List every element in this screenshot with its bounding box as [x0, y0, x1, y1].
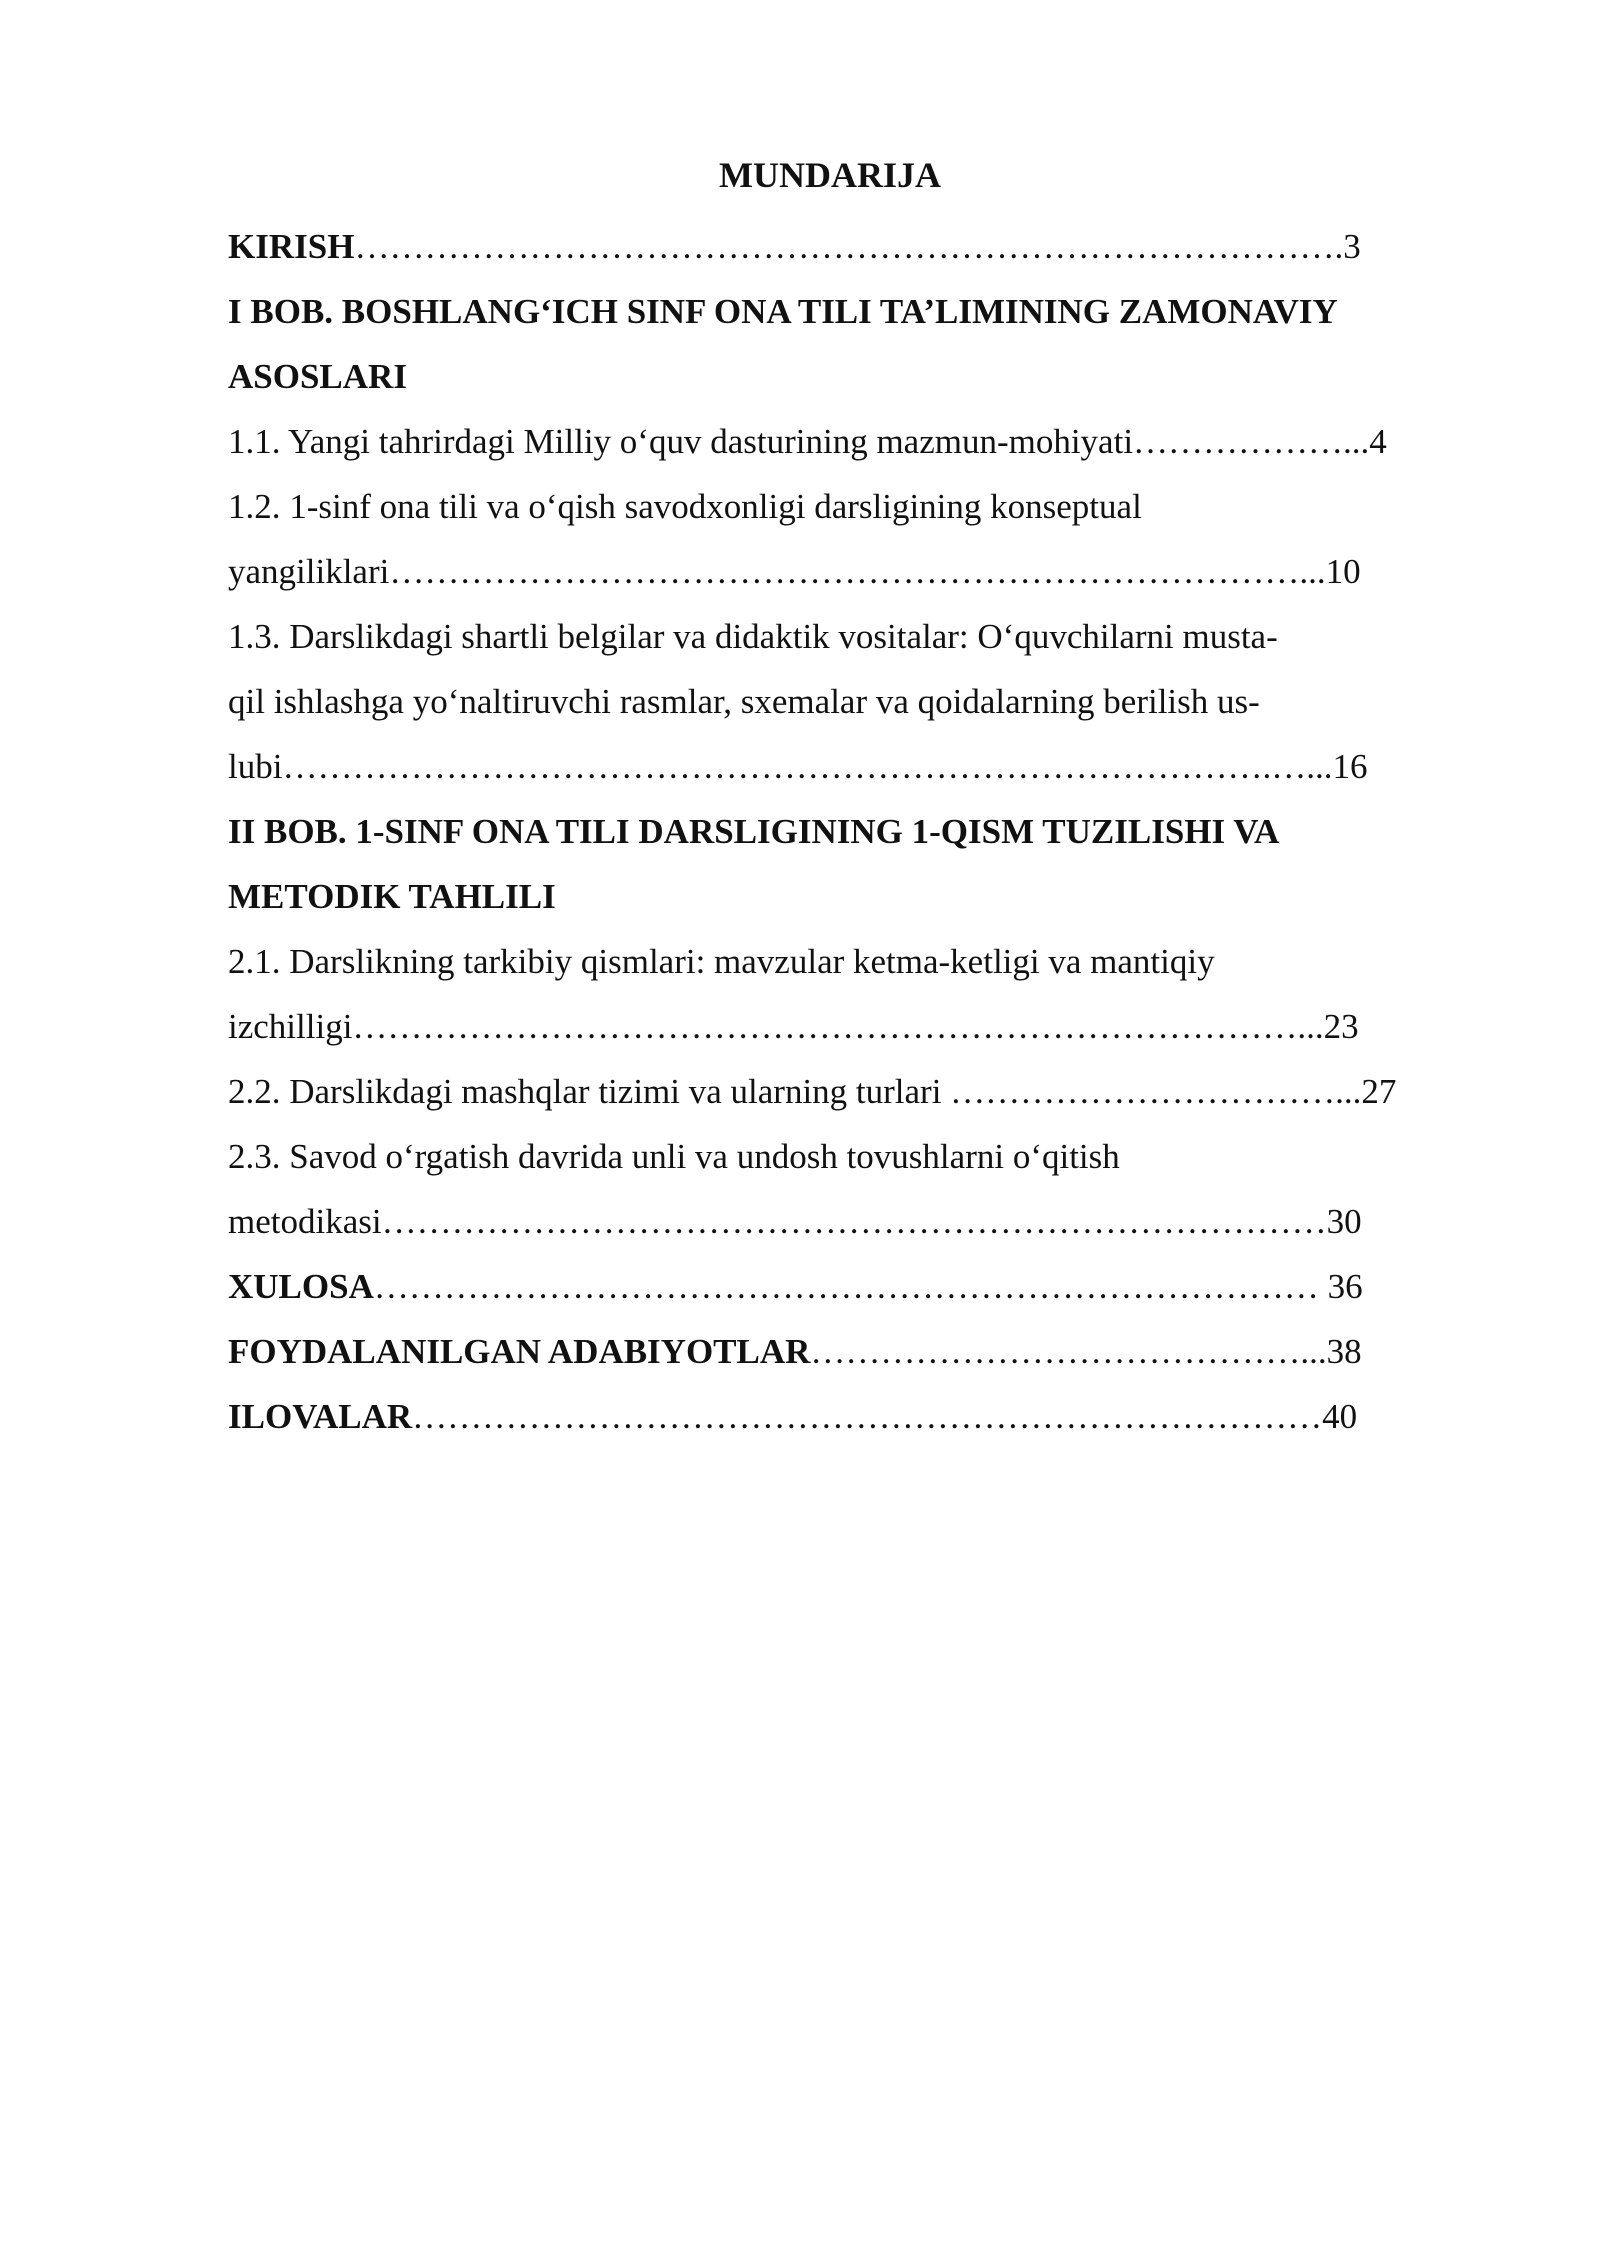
- table-of-contents: [228, 214, 1490, 1449]
- toc-line-text: II BOB. 1-SINF ONA TILI DARSLIGINING 1-QISM TUZILISHI VA: [228, 812, 1280, 851]
- toc-line-text: ASOSLARI: [228, 357, 407, 396]
- toc-line-text: qil ishlashga yo‘naltiruvchi rasmlar, sxemalar va qoidalarning berilish us-: [228, 682, 1260, 721]
- toc-line: [228, 864, 1490, 929]
- toc-line-text: 2.2. Darslikdagi mashqlar tizimi va ularning turlari ……………………………...27: [228, 1072, 1397, 1111]
- toc-line: [228, 929, 1490, 994]
- toc-line-text: FOYDALANILGAN ADABIYOTLAR……………………………………...38: [228, 1332, 1362, 1371]
- toc-line: [228, 1124, 1490, 1189]
- toc-line-text: 1.2. 1-sinf ona tili va o‘qish savodxonligi darsligining konseptual: [228, 487, 1142, 526]
- toc-line-text: yangiliklari……………………………………………………………………...10: [228, 552, 1361, 591]
- toc-line: [228, 669, 1490, 734]
- toc-line: [228, 1384, 1490, 1449]
- toc-line: [228, 344, 1490, 409]
- toc-line-text: XULOSA……………………………………………………………………… 36: [228, 1267, 1363, 1306]
- toc-line: [228, 474, 1490, 539]
- toc-line: [228, 409, 1490, 474]
- toc-line: [228, 214, 1490, 279]
- toc-line-text: I BOB. BOSHLANG‘ICH SINF ONA TILI TA’LIMINING ZAMONAVIY: [228, 292, 1338, 331]
- toc-line: [228, 1319, 1490, 1384]
- toc-line-text: lubi………………………………………………………………………….…...16: [228, 747, 1368, 786]
- toc-line-text: 1.3. Darslikdagi shartli belgilar va didaktik vositalar: O‘quvchilarni musta-: [228, 617, 1278, 656]
- toc-line-text: 2.1. Darslikning tarkibiy qismlari: mavzular ketma-ketligi va mantiqiy: [228, 942, 1215, 981]
- toc-line: [228, 539, 1490, 604]
- toc-line: [228, 1059, 1490, 1124]
- toc-line: [228, 734, 1490, 799]
- page-title: MUNDARIJA: [719, 155, 941, 195]
- toc-line: [228, 994, 1490, 1059]
- toc-line: [228, 1189, 1490, 1254]
- toc-line-text: KIRISH………………………………………………………………………….3: [228, 227, 1361, 266]
- toc-line-text: izchilligi………………………………………………………………………...23: [228, 1007, 1359, 1046]
- toc-line-text: METODIK TAHLILI: [228, 877, 556, 916]
- toc-line-text: 1.1. Yangi tahrirdagi Milliy o‘quv dasturining mazmun-mohiyati………………...4: [228, 422, 1387, 461]
- toc-line-text: 2.3. Savod o‘rgatish davrida unli va undosh tovushlarni o‘qitish: [228, 1137, 1120, 1176]
- toc-line: [228, 799, 1490, 864]
- toc-line: [228, 279, 1490, 344]
- toc-line-text: ILOVALAR……………………………………………………………………40: [228, 1397, 1358, 1436]
- toc-line-text: metodikasi………………………………………………………………………30: [228, 1202, 1362, 1241]
- toc-line: [228, 604, 1490, 669]
- toc-line: [228, 1254, 1490, 1319]
